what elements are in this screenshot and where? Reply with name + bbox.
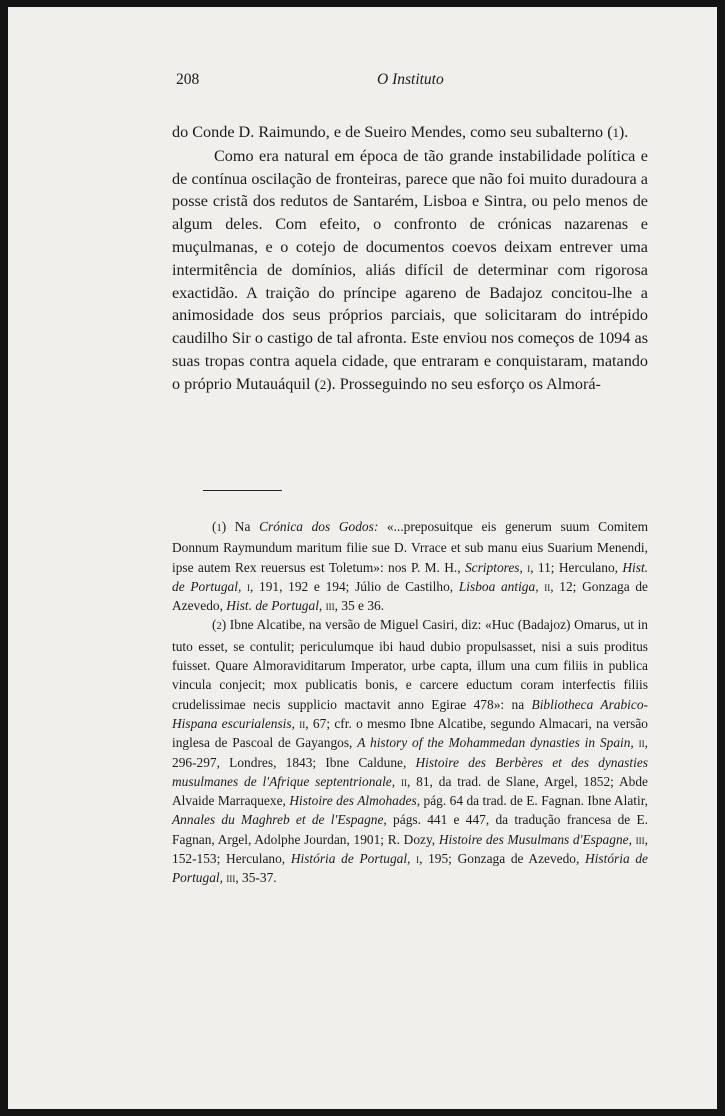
paragraph-1-text: do Conde D. Raimundo, e de Sueiro Mendes, como seu subalterno ( <box>172 123 613 141</box>
fn2-text: , 152-153; Herculano, <box>172 831 648 867</box>
fn1-text: , 12; Gonzaga de Azevedo, <box>172 578 649 614</box>
running-header <box>172 71 647 95</box>
fn2-text: , 35-37. <box>235 870 277 886</box>
paragraph-2-text: Como era natural em época de tão grande instabilidade política e de contínua oscilação de fronteiras, parece que não foi muito duradoura a posse cristã dos redutos de Santarém, Lisboa e Sintra, ou pelo menos de algum deles. Com efeito, o confronto de crónicas nazarenas e muçulmanas, e o cotejo de documentos coevos deixam entrever uma intermitência de domínios, aliás difícil de determinar com rigorosa exactidão. A traição do príncipe agareno de Badajoz concitou-lhe a animosidade dos seus próprios parciais, que solicitaram do intrépido caudilho Sir o castigo de tal afronta. Este enviou nos começos de 1094 as suas tropas contra aquela cidade, que entraram e conquistaram, matando o próprio Mutauáquil ( <box>172 146 648 393</box>
fn2-text: , 195; Gonzaga de Azevedo, <box>419 851 586 867</box>
fn1-work: Scriptores, <box>464 559 523 575</box>
fn2-work: Annales du Maghreb et de l'Espagne, <box>172 812 387 828</box>
fn2-text: , 81, da trad. de Slane, Argel, 1852; Abde Alvaide Marraquexe, <box>172 773 648 809</box>
fn2-work: Histoire des Musulmans d'Espagne, <box>438 831 632 847</box>
fn2-text: pág. 64 da trad. de E. Fagnan. Ibne Alatir, <box>420 793 648 809</box>
fn2-volume: ii <box>400 773 407 789</box>
fn1-text: «...preposuitque eis generum suum Comitem Donnum Raymundum maritum filie sue D. Vrrace et sub manu eius Suarium Menendi, ipse autem Rex reuersus est Toletum»: nos P. M. H., <box>172 519 648 575</box>
fn2-work: A history of the Mohammedan dynasties in Spain, <box>357 735 634 751</box>
fn2-volume: iii <box>635 831 645 847</box>
page-number: 208 <box>176 71 200 88</box>
fn1-volume: ii <box>544 578 551 594</box>
fn2-volume: i <box>416 851 420 867</box>
fn2-work: História de Portugal, <box>172 851 648 886</box>
footnote-1-marker: 1 <box>216 523 222 534</box>
fn2-volume: ii <box>299 715 306 731</box>
fn1-volume: i <box>247 578 250 594</box>
fn2-volume: iii <box>226 870 236 886</box>
fn2-text: , 67; cfr. o mesmo Ibne Alcatibe, segundo Almacari, na versão inglesa de Pascoal de Gayangos, <box>172 715 649 751</box>
fn1-text: , 191, 192 e 194; Júlio de Castilho, <box>250 578 459 594</box>
fn1-work: Crónica dos Godos: <box>259 519 379 534</box>
footnote-2-marker: 2 <box>216 621 222 633</box>
fn1-work: Hist. de Portugal, <box>226 598 323 614</box>
fn2-text: Ibne Alcatibe, na versão de Miguel Casiri, diz: «Huc (Badajoz) Omarus, ut in tuto esset, se contulit; periculumque ibi haud dubio propulsasset, nisi a suis proditus fuisset. Quare Almoraviditarum Imperator, urbe capta, illum una cum filiis in publica vincula conjecit; mox publicatis bonis, e carcere eductum coram interfectis filiis crudelissimae necis supplicio mactavit anno Egirae 478»: na <box>172 617 648 712</box>
footnote-1: (1) Na Crónica dos Godos: «...preposuitque eis generum suum Comitem Donnum Raymundum maritum filie sue D. Vrrace et sub manu eius Suarium Menendi, ipse autem Rex reuersus est Toletum»: nos P. M. H., Scriptores, i, 11; Herculano, Hist. de Portugal, i, 191, 192 e 194; Júlio de Castilho, Lisboa antiga, ii, 12; Gonzaga de Azevedo, Hist. de Portugal, iii, 35 e 36. <box>172 519 649 614</box>
footnote-ref-1: 1 <box>612 126 619 140</box>
fn2-text: págs. 441 e 447, da tradução francesa de E. Fagnan, Argel, Adolphe Jourdan, 1901; R. Dozy, <box>172 812 649 847</box>
main-text <box>172 121 648 397</box>
fn2-work: História de Portugal, <box>290 851 411 867</box>
book-page <box>8 7 717 1109</box>
running-title: O Instituto <box>377 71 444 88</box>
fn1-volume: iii <box>325 598 335 614</box>
fn2-work: Histoire des Berbères et des dynasties musulmanes de l'Afrique septentrionale, <box>172 754 648 789</box>
fn1-text: , 11; Herculano, <box>530 559 623 575</box>
fn2-work: Histoire des Almohades, <box>289 793 421 809</box>
fn1-volume: i <box>527 559 531 575</box>
footnote-2: (2) Ibne Alcatibe, na versão de Miguel Casiri, diz: «Huc (Badajoz) Omarus, ut in tuto esset, se contulit; periculumque ibi haud dubio propulsasset, nisi a suis proditus fuisset. Quare Almoraviditarum Imperator, urbe capta, illum una cum filiis in publica vincula conjecit; mox publicatis bonis, e carcere eductum coram interfectis filiis crudelissimae necis supplicio mactavit anno Egirae 478»: na Bibliotheca Arabico-Hispana escurialensis, ii, 67; cfr. o mesmo Ibne Alcatibe, segundo Almacari, na versão inglesa de Pascoal de Gayangos, A history of the Mohammedan dynasties in Spain, ii, 296-297, Londres, 1843; Ibne Caldune, Histoire des Berbères et des dynasties musulmanes de l'Afrique septentrionale, ii, 81, da trad. de Slane, Argel, 1852; Abde Alvaide Marraquexe, Histoire des Almohades, pág. 64 da trad. de E. Fagnan. Ibne Alatir, Annales du Maghreb et de l'Espagne, págs. 441 e 447, da tradução francesa de E. Fagnan, Argel, Adolphe Jourdan, 1901; R. Dozy, Histoire des Musulmans d'Espagne, iii, 152-153; Herculano, História de Portugal, i, 195; Gonzaga de Azevedo, História de Portugal, iii, 35-37. <box>172 617 649 886</box>
fn2-text: , 296-297, Londres, 1843; Ibne Caldune, <box>172 735 648 770</box>
fn1-work: Lisboa antiga, <box>458 578 539 594</box>
footnotes <box>172 517 648 888</box>
paragraph-2 <box>172 145 648 397</box>
footnote-ref-2: 2 <box>319 377 327 392</box>
fn2-volume: ii <box>638 735 645 751</box>
paragraph-2-end: ). Prosseguindo no seu esforço os Almorá- <box>326 374 601 393</box>
fn1-text: Na <box>234 519 260 534</box>
fn1-text: , 35 e 36. <box>334 598 385 614</box>
fn1-work: Hist. de Portugal, <box>172 559 649 594</box>
fn2-work: Bibliotheca Arabico-Hispana escurialensis, <box>172 696 649 731</box>
paragraph-1-end: ). <box>618 123 629 141</box>
paragraph-1 <box>172 121 648 145</box>
footnote-separator <box>203 490 282 491</box>
